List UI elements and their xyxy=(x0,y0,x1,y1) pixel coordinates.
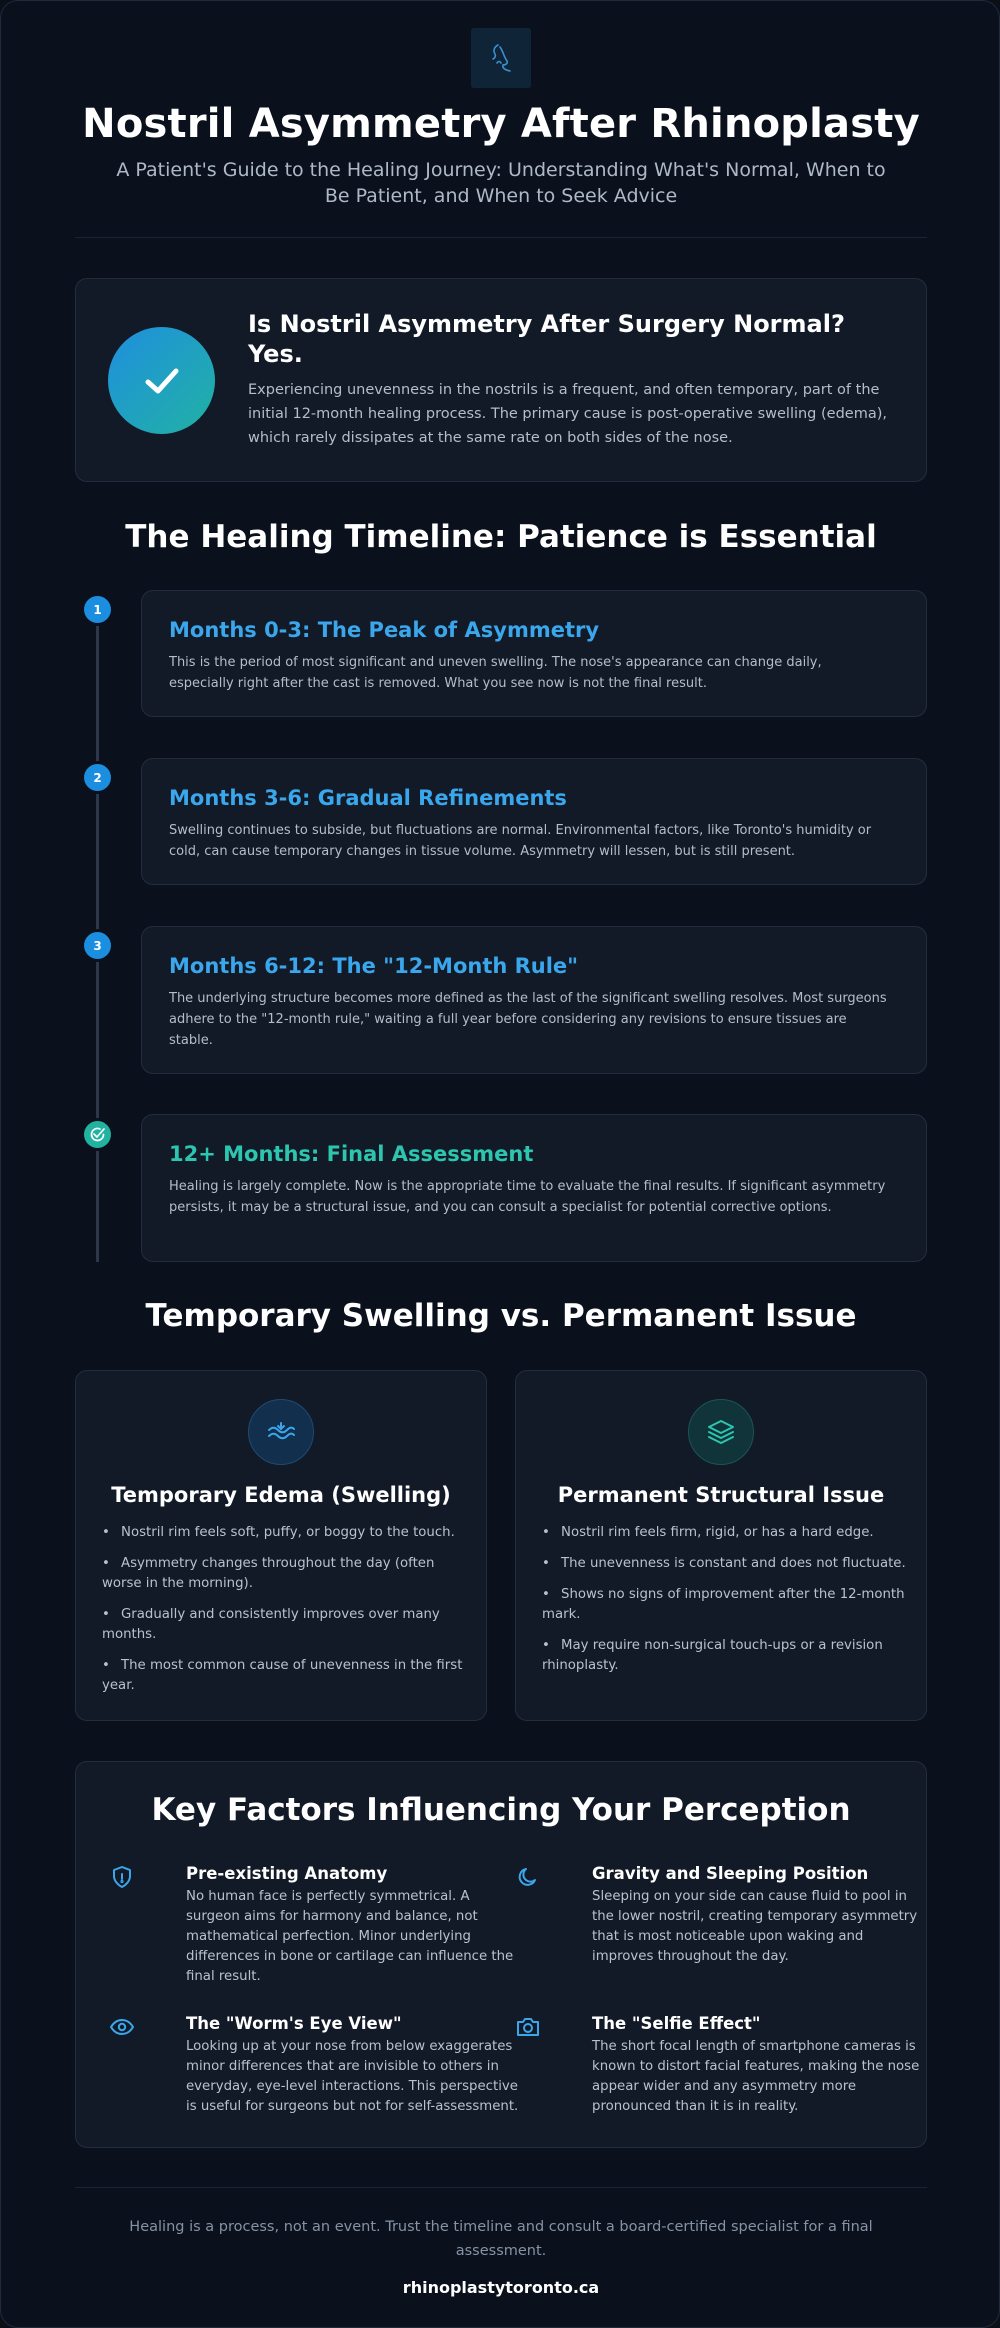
timeline-step-title: 12+ Months: Final Assessment xyxy=(169,1142,534,1166)
comparison-heading: Temporary Swelling vs. Permanent Issue xyxy=(145,1298,857,1334)
factor-title: Gravity and Sleeping Position xyxy=(592,1864,869,1883)
temporary-edema-list xyxy=(102,1523,472,1707)
timeline-step-title: Months 0-3: The Peak of Asymmetry xyxy=(169,618,600,642)
list-item: • The most common cause of unevenness in the first year. xyxy=(102,1658,463,1693)
shield-icon xyxy=(109,1864,135,1890)
timeline-marker: 3 xyxy=(84,932,111,959)
timeline-step-title: Months 3-6: Gradual Refinements xyxy=(169,786,567,810)
factor-title: The "Worm's Eye View" xyxy=(186,2014,402,2033)
check-circle-icon xyxy=(84,1121,111,1148)
layers-icon xyxy=(688,1399,754,1465)
timeline-step-title: Months 6-12: The "12-Month Rule" xyxy=(169,954,579,978)
intro-title: Is Nostril Asymmetry After Surgery Normal? Yes. xyxy=(248,310,845,368)
page-subtitle: A Patient's Guide to the Healing Journey: Understanding What's Normal, When to Be Patient, and When to Seek Advice xyxy=(116,159,886,207)
page-title: Nostril Asymmetry After Rhinoplasty xyxy=(82,101,920,147)
timeline-step-text: Swelling continues to subside, but fluctuations are normal. Environmental factors, like Toronto's humidity or cold, can cause temporary changes in tissue volume. Asymmetry will lessen, but is still present. xyxy=(169,823,872,859)
timeline-step-text: This is the period of most significant and uneven swelling. The nose's appearance can change daily, especially right after the cast is removed. What you see now is not the final result. xyxy=(169,655,822,691)
divider xyxy=(75,2187,927,2188)
camera-icon xyxy=(515,2014,541,2040)
footer-url[interactable]: rhinoplastytoronto.ca xyxy=(402,2278,600,2297)
key-factors-card xyxy=(75,1761,927,2148)
key-factors-heading: Key Factors Influencing Your Perception xyxy=(151,1792,851,1828)
timeline-heading: The Healing Timeline: Patience is Essential xyxy=(125,519,877,555)
nose-profile-icon xyxy=(471,28,531,88)
timeline-step-text: The underlying structure becomes more defined as the last of the significant swelling resolves. Most surgeons adhere to the "12-month rule," waiting a full year before considering any revisions to ensure tissues are stable. xyxy=(169,991,887,1048)
list-item: • Shows no signs of improvement after the 12-month mark. xyxy=(542,1587,905,1622)
permanent-issue-list xyxy=(542,1523,912,1687)
factor-text: The short focal length of smartphone cameras is known to distort facial features, making the nose appear wider and any asymmetry more pronounced than it is in reality. xyxy=(592,2039,920,2114)
temporary-edema-card xyxy=(75,1370,487,1721)
factor-title: Pre-existing Anatomy xyxy=(186,1864,388,1883)
timeline-line xyxy=(96,594,99,1262)
list-item: • Gradually and consistently improves over many months. xyxy=(102,1607,440,1642)
intro-text: Experiencing unevenness in the nostrils is a frequent, and often temporary, part of the initial 12-month healing process. The primary cause is post-operative swelling (edema), which rarely dissipates at the same rate on both sides of the nose. xyxy=(248,382,887,446)
timeline-step-text: Healing is largely complete. Now is the appropriate time to evaluate the final results. If significant asymmetry persists, it may be a structural issue, and you can consult a specialist for potential corrective options. xyxy=(169,1179,886,1215)
moon-icon xyxy=(515,1864,541,1890)
timeline-step xyxy=(141,758,927,885)
factor-text: No human face is perfectly symmetrical. A surgeon aims for harmony and balance, not mathematical perfection. Minor underlying differences in bone or cartilage can influence the final result. xyxy=(186,1889,514,1984)
list-item: • Nostril rim feels firm, rigid, or has a hard edge. xyxy=(542,1525,874,1540)
list-item: • May require non-surgical touch-ups or a revision rhinoplasty. xyxy=(542,1638,883,1673)
temporary-edema-title: Temporary Edema (Swelling) xyxy=(111,1483,451,1507)
divider xyxy=(75,237,927,238)
list-item: • Nostril rim feels soft, puffy, or boggy to the touch. xyxy=(102,1525,455,1540)
footer-text: Healing is a process, not an event. Trust the timeline and consult a board-certified specialist for a final assessment. xyxy=(129,2219,873,2259)
list-item: • Asymmetry changes throughout the day (often worse in the morning). xyxy=(102,1556,435,1591)
list-item: • The unevenness is constant and does not fluctuate. xyxy=(542,1556,906,1571)
permanent-issue-title: Permanent Structural Issue xyxy=(557,1483,885,1507)
timeline-marker: 2 xyxy=(84,764,111,791)
eye-icon xyxy=(109,2014,135,2040)
checkmark-icon xyxy=(108,327,215,434)
factor-text: Looking up at your nose from below exaggerates minor differences that are invisible to others in everyday, eye-level interactions. This perspective is useful for surgeons but not for self-assessment. xyxy=(186,2039,519,2114)
permanent-issue-card xyxy=(515,1370,927,1721)
timeline-marker: 1 xyxy=(84,596,111,623)
timeline-step xyxy=(141,926,927,1074)
swelling-waves-icon xyxy=(248,1399,314,1465)
timeline-step xyxy=(141,1114,927,1262)
factor-text: Sleeping on your side can cause fluid to pool in the lower nostril, creating temporary asymmetry that is most noticeable upon waking and improves throughout the day. xyxy=(592,1889,918,1964)
factor-title: The "Selfie Effect" xyxy=(592,2014,761,2033)
timeline-step xyxy=(141,590,927,717)
